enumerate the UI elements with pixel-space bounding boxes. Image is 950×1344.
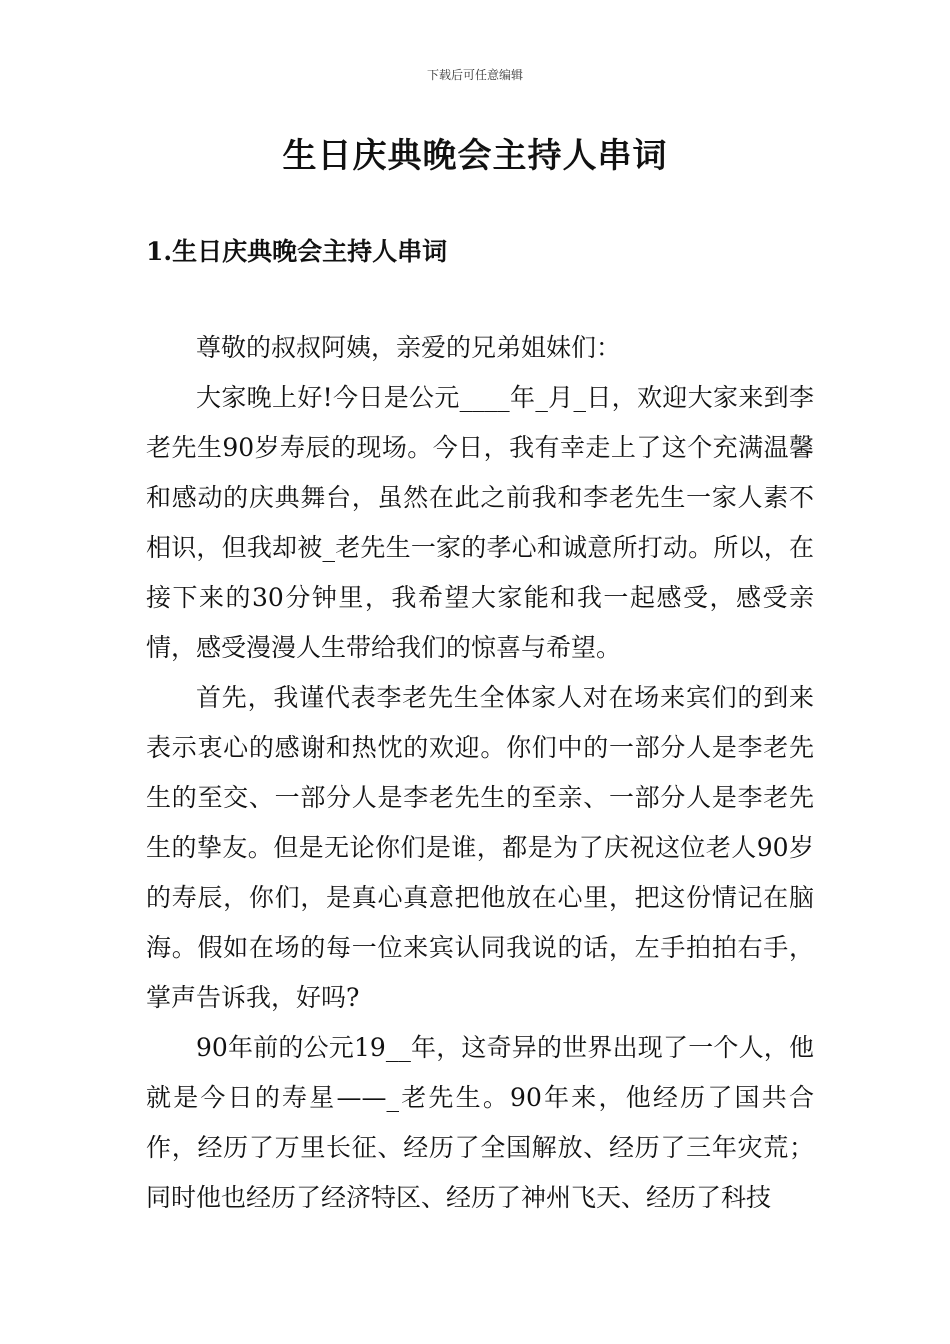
section-heading: 1.生日庆典晚会主持人串词: [146, 237, 448, 266]
header-note: 下载后可任意编辑: [426, 68, 523, 82]
paragraph-history: 90年前的公元19__年，这奇异的世界出现了一个人，他就是今日的寿星——_老先生。90年来，他经历了国共合作，经历了万里长征、经历了全国解放、经历了三年灾荒；同时他也经历了经济特区、经历了神州飞天、经历了科技: [146, 1033, 814, 1212]
paragraph-thanks: 首先，我谨代表李老先生全体家人对在场来宾们的到来表示衷心的感谢和热忱的欢迎。你们中的一部分人是李老先生的至交、一部分人是李老先生的至亲、一部分人是李老先生的挚友。但是无论你们是谁，都是为了庆祝这位老人90岁的寿辰，你们，是真心真意把他放在心里，把这份情记在脑海。假如在场的每一位来宾认同我说的话，左手拍拍右手，掌声告诉我，好吗?: [146, 683, 814, 1012]
paragraph-welcome: 大家晚上好!今日是公元____年_月_日，欢迎大家来到李老先生90岁寿辰的现场。今日，我有幸走上了这个充满温馨和感动的庆典舞台，虽然在此之前我和李老先生一家人素不相识，但我却被_老先生一家的孝心和诚意所打动。所以，在接下来的30分钟里，我希望大家能和我一起感受，感受亲情，感受漫漫人生带给我们的惊喜与希望。: [146, 383, 814, 662]
paragraph-greeting: 尊敬的叔叔阿姨，亲爱的兄弟姐妹们：: [196, 333, 622, 362]
body-text: [146, 323, 814, 1223]
document-title: 生日庆典晚会主持人串词: [282, 136, 668, 176]
